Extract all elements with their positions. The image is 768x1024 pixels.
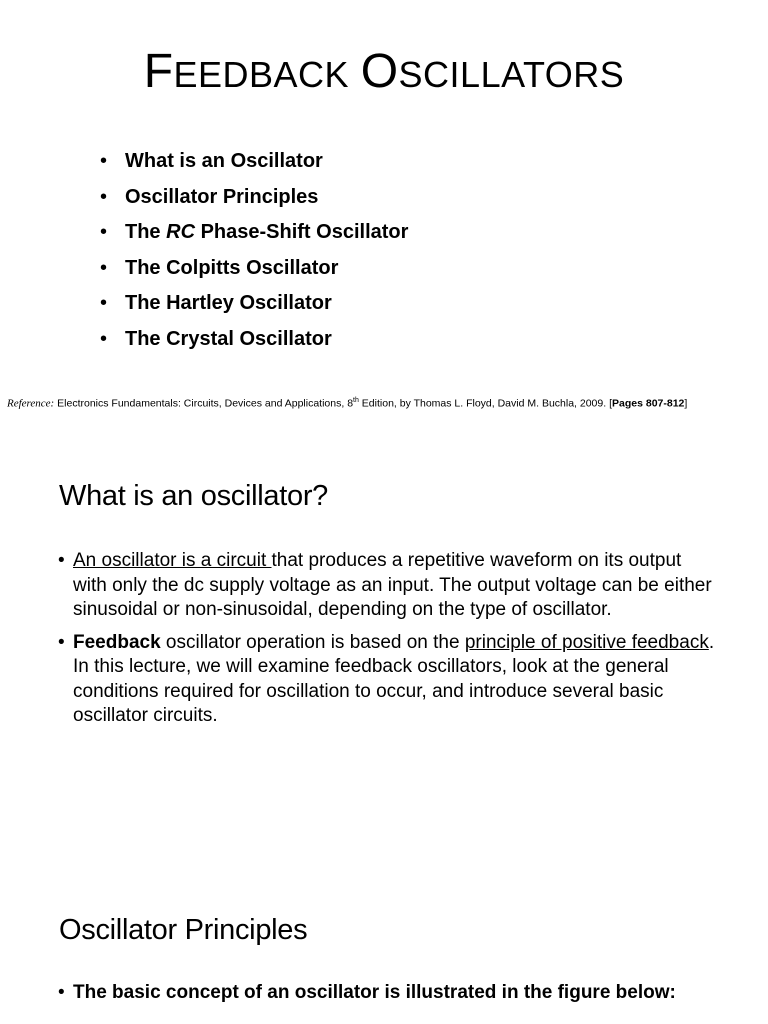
list-item: • An oscillator is a circuit that produces a repetitive waveform on its output with only the dc supply voltage as an input. The output voltage can be either sinusoidal or non-sinusoidal, depending on the type of oscillator.	[58, 549, 718, 623]
section-heading: Oscillator Principles	[59, 914, 308, 946]
bullet-list	[58, 549, 718, 737]
section-heading: What is an oscillator?	[59, 480, 329, 512]
list-item: • The Colpitts Oscillator	[100, 251, 408, 287]
reference-citation: Reference: Electronics Fundamentals: Circuits, Devices and Applications, 8th Edition, by Thomas L. Floyd, David M. Buchla, 2009. [Pages 807-812]	[7, 397, 688, 410]
page-title: FEEDBACK OSCILLATORS	[143, 45, 625, 98]
slide-what-is-an-oscillator	[0, 470, 768, 890]
list-item: • The Crystal Oscillator	[100, 322, 408, 358]
list-item: • Feedback oscillator operation is based on the principle of positive feedback. In this lecture, we will examine feedback oscillators, look at the general conditions required for oscillation to occur, and introduce several basic oscillator circuits.	[58, 631, 718, 729]
list-item: • The Hartley Oscillator	[100, 286, 408, 322]
slide-title-and-contents	[0, 0, 768, 430]
reference-label: Reference:	[7, 397, 55, 410]
list-item: • The RC Phase-Shift Oscillator	[100, 215, 408, 251]
reference-pages: Pages 807-812	[612, 397, 685, 410]
list-item: • The basic concept of an oscillator is illustrated in the figure below:	[58, 981, 718, 1006]
list-item: • Oscillator Principles	[100, 180, 408, 216]
bullet-list	[58, 981, 718, 1014]
list-item: • What is an Oscillator	[100, 144, 408, 180]
slide-oscillator-principles	[0, 900, 768, 1024]
contents-list	[100, 144, 408, 357]
